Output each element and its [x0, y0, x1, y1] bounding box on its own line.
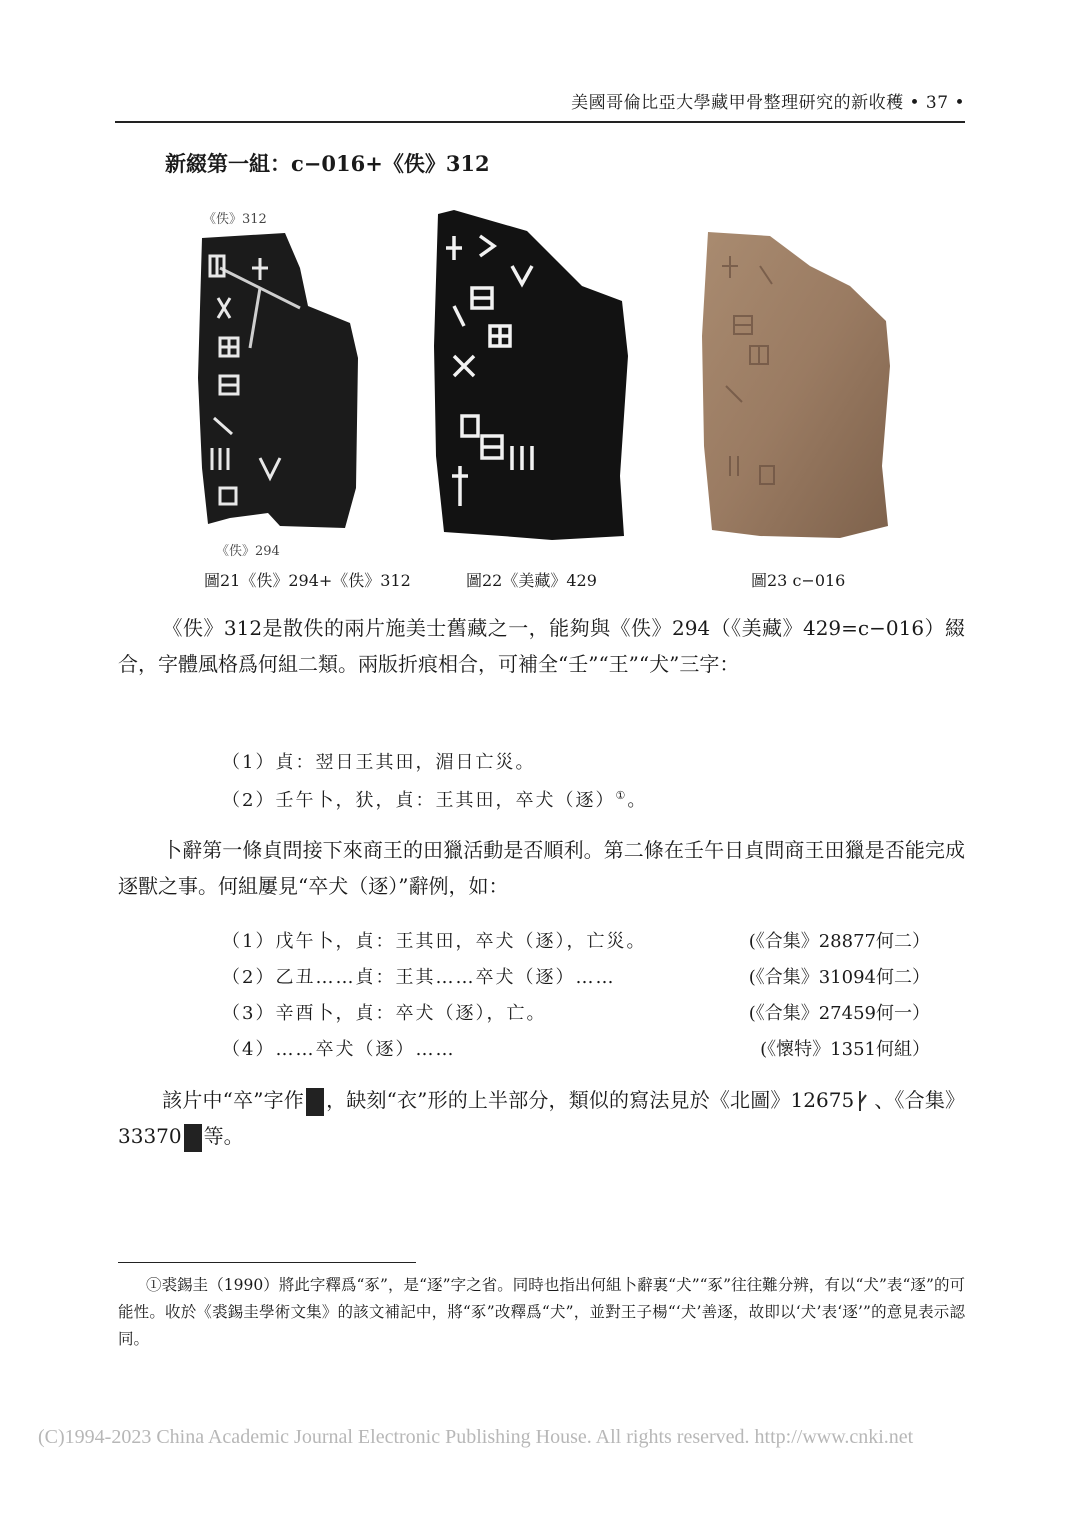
example-1-1: （1）貞：翌日王其田，湄日亡災。: [222, 752, 536, 773]
section-title: 新綴第一組：c−016+《佚》312: [165, 151, 490, 176]
running-header: 美國哥倫比亞大學藏甲骨整理研究的新收穫 • 37 •: [115, 88, 965, 123]
example-2-3-source: (《合集》27459何一）: [748, 1003, 930, 1024]
example-2-1: （1）戊午卜，貞：王其田，卒犬（逐），亡災。: [222, 931, 647, 952]
copyright-watermark: (C)1994-2023 China Academic Journal Electronic Publishing House. All rights reserved. http://www.cnki.net: [38, 1426, 914, 1448]
example-2-3: （3）辛酉卜，貞：卒犬（逐），亡。: [222, 1003, 547, 1024]
footnote-ref: ①: [615, 789, 628, 802]
paragraph-3: 該片中“卒”字作 ，缺刻“衣”形的上半部分，類似的寫法見於《北圖》12675 、《合集》33370 等。: [118, 1082, 965, 1154]
figure-rubbing-joined: [190, 228, 370, 538]
footnote: ①裘錫圭（1990）將此字釋爲“豖”，是“逐”字之省。同時也指出何組卜辭裏“犬”“豖”往往難分辨，有以“犬”表“逐”的可能性。收於《裘錫圭學術文集》的該文補記中，將“豖”改釋爲“犬”，並對王子楊“‘犬’善逐，故即以‘犬’表‘逐’”的意見表示認同。: [118, 1276, 965, 1348]
example-2-1-source: (《合集》28877何二）: [748, 931, 930, 952]
figure-rubbing-429: [432, 206, 637, 546]
figure-caption-22: 圖22《美藏》429: [466, 571, 597, 590]
figure-label-bottom: 《佚》294: [216, 544, 280, 559]
example-2-4: （4）……卒犬（逐）……: [222, 1039, 456, 1060]
example-2-2: （2）乙丑……貞：王其……卒犬（逐）……: [222, 967, 616, 988]
figure-caption-23: 圖23 c−016: [751, 571, 846, 590]
example-2-2-source: (《合集》31094何二）: [748, 967, 930, 988]
figure-caption-21: 圖21《佚》294+《佚》312: [204, 571, 411, 590]
footnote-rule: [118, 1262, 416, 1263]
oracle-glyph-heji-icon: [184, 1124, 202, 1152]
oracle-glyph-beitu-icon: [856, 1088, 872, 1116]
figure-label-top: 《佚》312: [203, 212, 267, 227]
figure-photo-c016: [700, 226, 900, 546]
example-1-2: （2）壬午卜，犾，貞：王其田，卒犬（逐）①。: [222, 789, 648, 811]
paragraph-1: 《佚》312是散佚的兩片施美士舊藏之一，能夠與《佚》294（《美藏》429=c−016）綴合，字體風格爲何組二類。兩版折痕相合，可補全“壬”“王”“犬”三字：: [118, 616, 965, 676]
oracle-glyph-zu-icon: [306, 1088, 324, 1116]
paragraph-2: 卜辭第一條貞問接下來商王的田獵活動是否順利。第二條在壬午日貞問商王田獵是否能完成逐獸之事。何組屢見“卒犬（逐）”辭例，如：: [118, 838, 965, 898]
example-2-4-source: (《懷特》1351何組）: [760, 1039, 930, 1060]
